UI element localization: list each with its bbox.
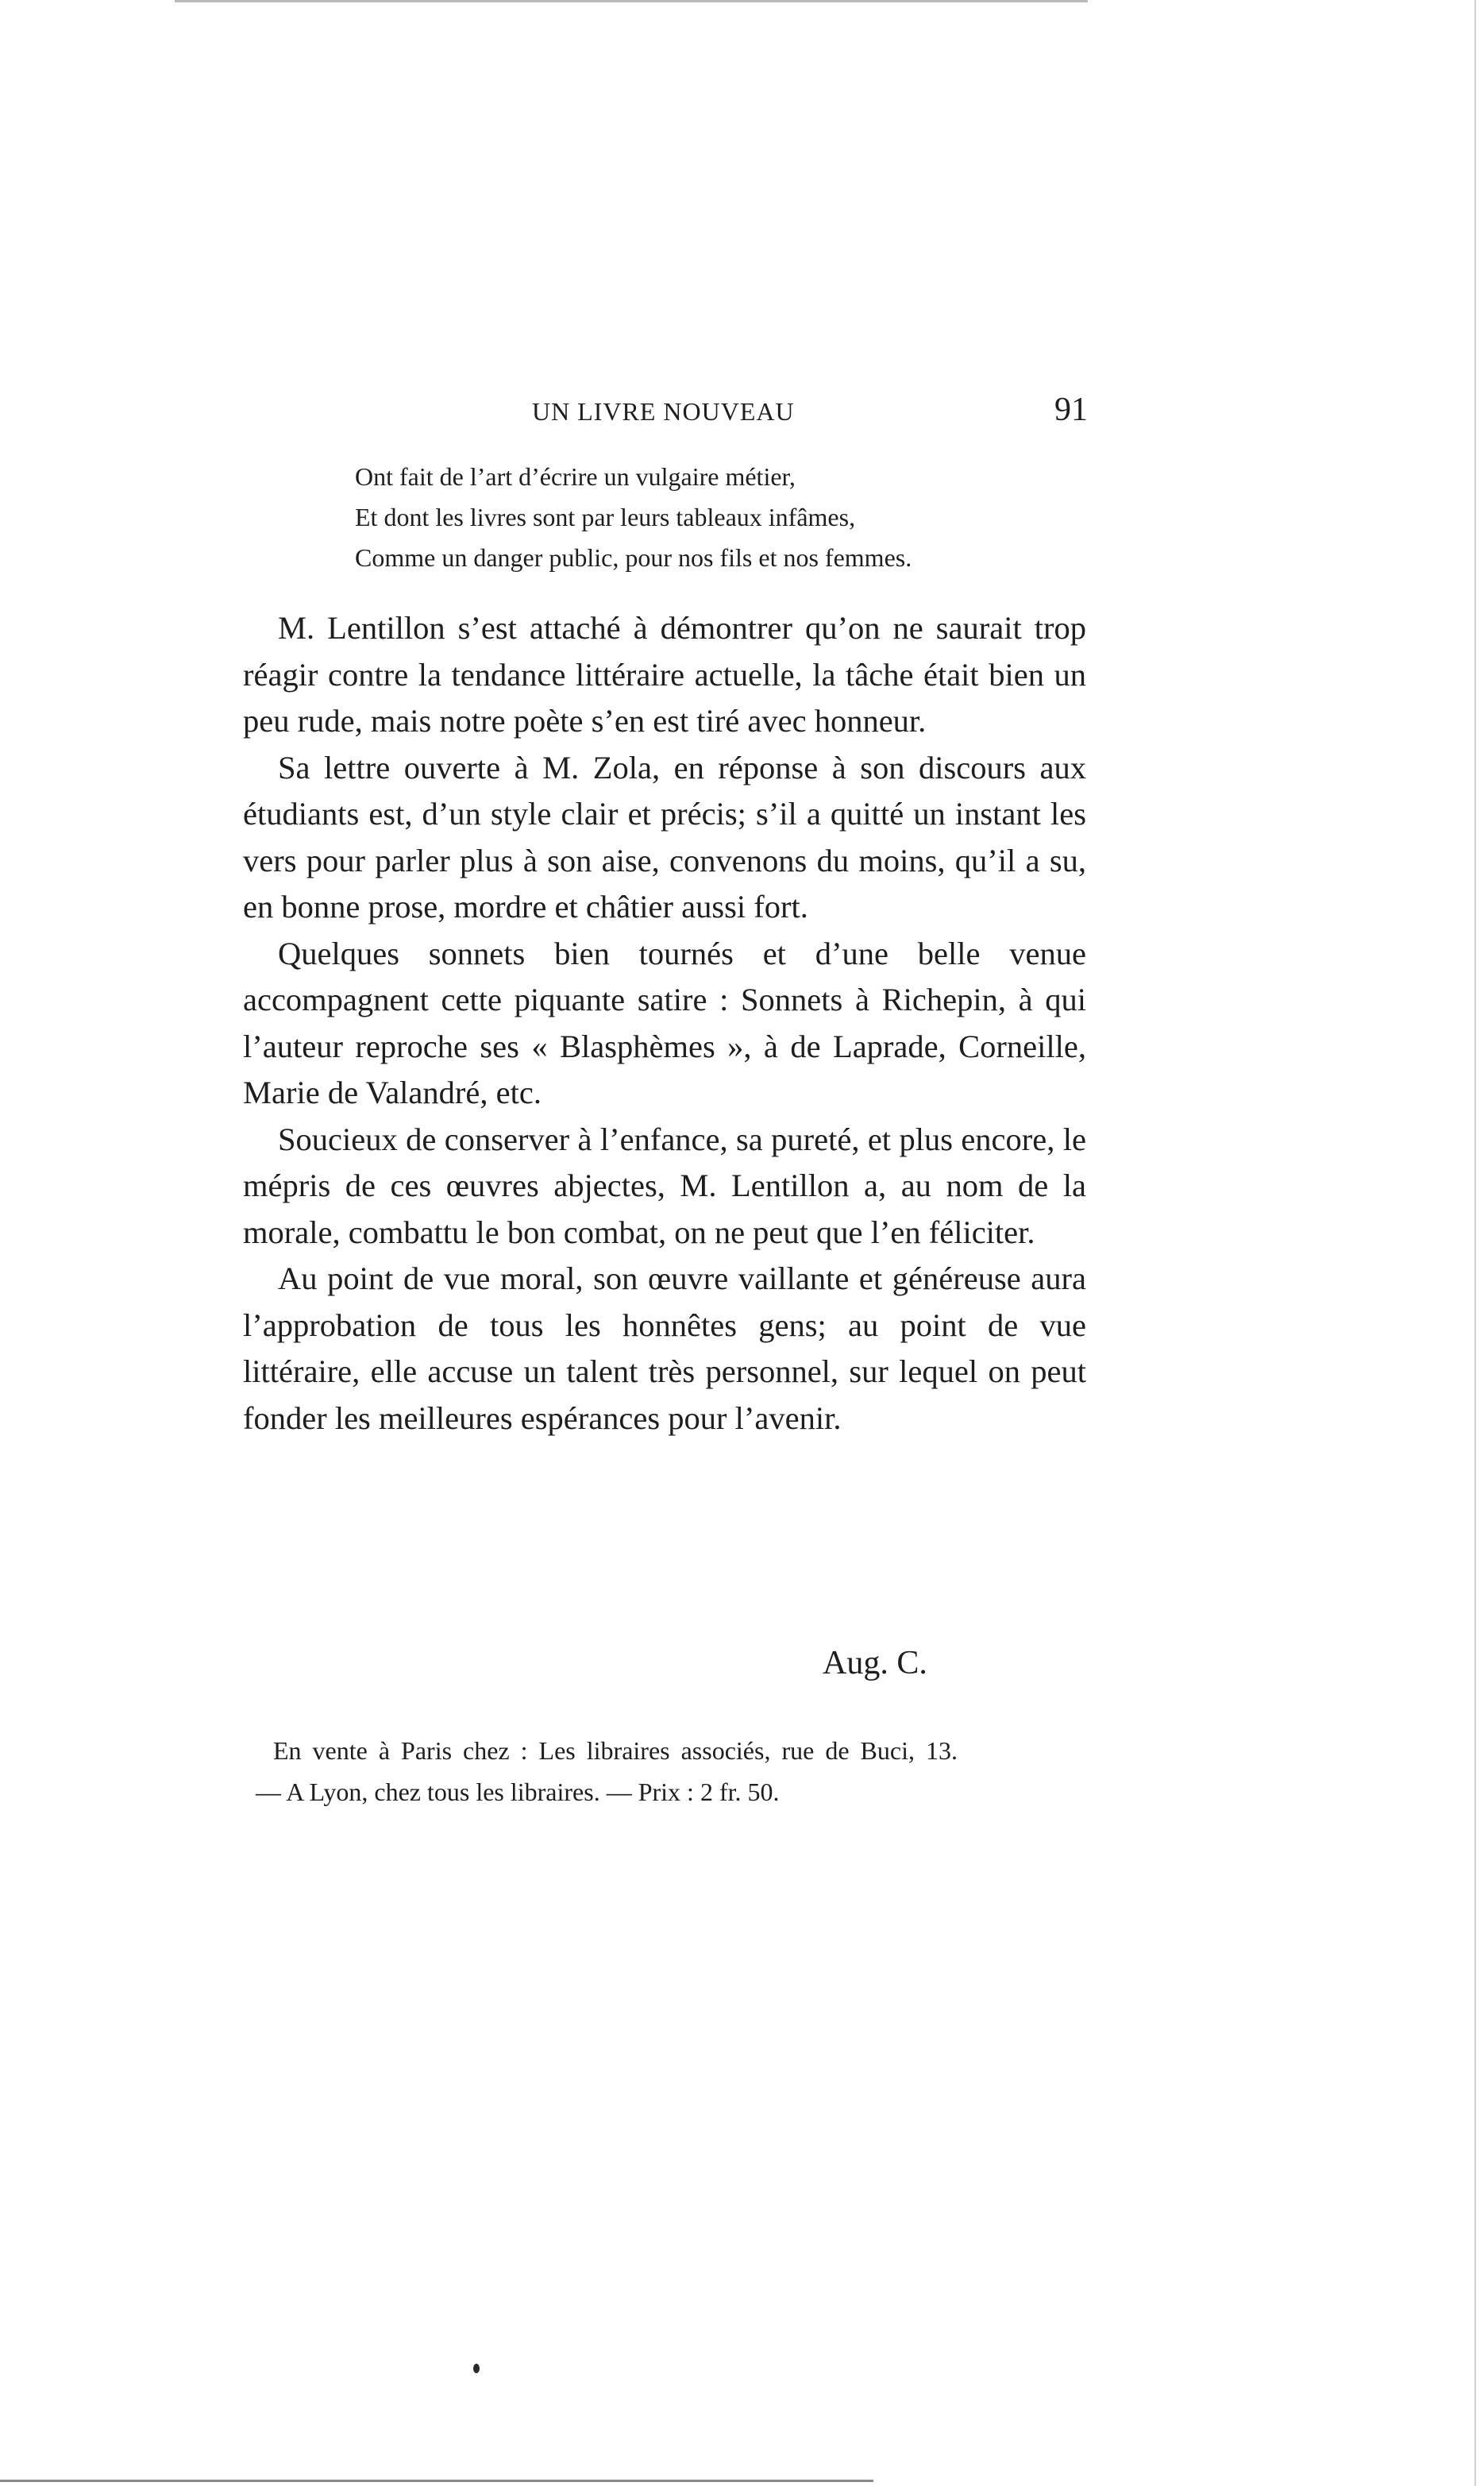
publication-note-line: — A Lyon, chez tous les libraires. — Prix : 2 fr. 50. [256,1778,780,1806]
verse-line: Ont fait de l’art d’écrire un vulgaire métier, [355,462,796,491]
publication-note [238,1730,1096,1812]
signature: Aug. C. [823,1645,927,1681]
scan-edge-bottom [0,2480,873,2482]
scan-edge-right [1474,0,1476,2486]
scan-edge-top [175,0,1088,2]
paragraph: Au point de vue moral, son œuvre vaillante et généreuse aura l’approbation de tous les honnêtes gens; au point de vue littéraire, elle accuse un talent très personnel, sur lequel on peut fonder les meilleures espérances pour l’avenir. [243,1260,1086,1436]
paragraph: Soucieux de conserver à l’enfance, sa pureté, et plus encore, le mépris de ces œuvres abjectes, M. Lentillon a, au nom de la morale, combattu le bon combat, on ne peut que l’en féliciter. [243,1121,1086,1250]
verse-line: Comme un danger public, pour nos fils et nos femmes. [355,543,912,572]
ink-speck [473,2364,480,2373]
body-text [243,605,1086,1442]
paragraph: Sa lettre ouverte à M. Zola, en réponse à son discours aux étudiants est, d’un style clair et précis; s’il a quitté un instant les vers pour parler plus à son aise, convenons du moins, qu’il a su, en bonne prose, mordre et châtier aussi fort. [243,749,1086,925]
running-title: UN LIVRE NOUVEAU [532,397,795,426]
page-header [238,391,1088,438]
paragraph: M. Lentillon s’est attaché à démontrer qu’on ne saurait trop réagir contre la tendance littéraire actuelle, la tâche était bien un peu rude, mais notre poète s’en est tiré avec honneur. [243,610,1086,739]
verse-line: Et dont les livres sont par leurs tableaux infâmes, [355,503,856,531]
publication-note-line: En vente à Paris chez : Les libraires associés, rue de Buci, 13. [273,1736,958,1765]
page-number: 91 [1054,392,1088,428]
paragraph: Quelques sonnets bien tournés et d’une belle venue accompagnent cette piquante satire : Sonnets à Richepin, à qui l’auteur reproche ses « Blasphèmes », à de Laprade, Corneille, Marie de Valandré, etc. [243,935,1086,1110]
verse-quotation [355,457,912,578]
